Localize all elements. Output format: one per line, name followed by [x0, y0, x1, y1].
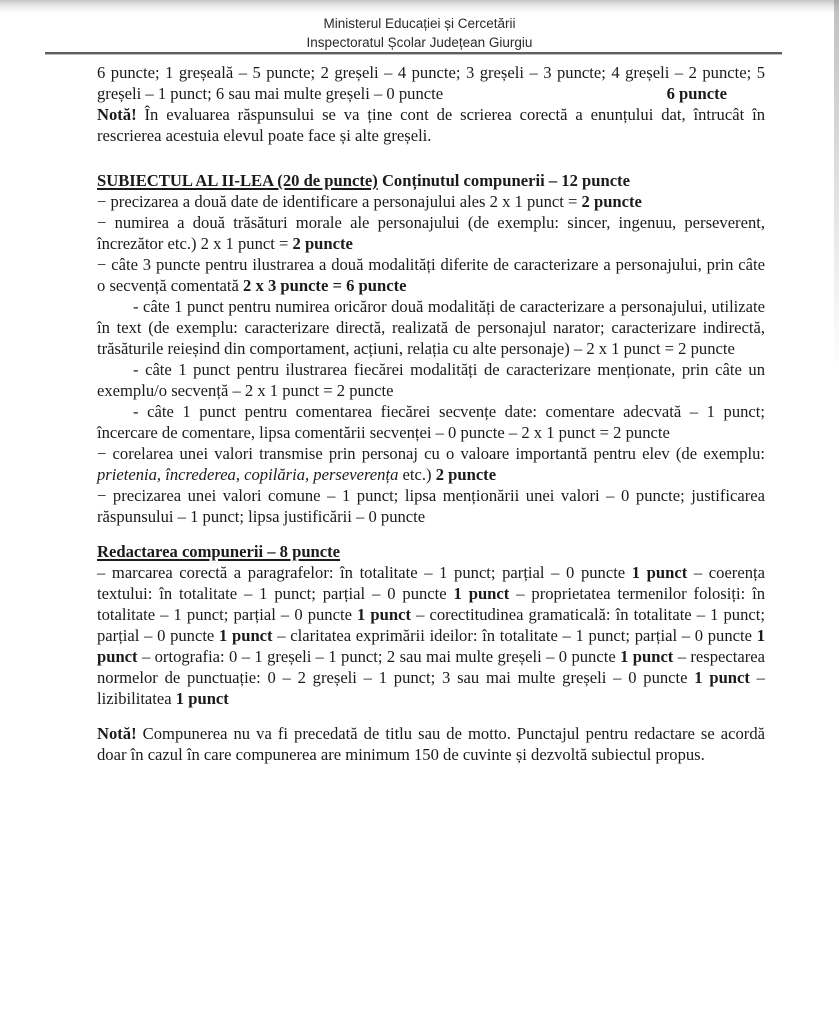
text-run: 2 puncte — [581, 192, 642, 211]
redaction-criteria-paragraph — [97, 562, 765, 709]
text-run: 1 punct — [453, 584, 510, 603]
text-run: 1 punct — [219, 626, 273, 645]
text-run: 1 punct — [175, 689, 229, 708]
ministry-letterhead — [0, 15, 839, 52]
text-run: − corelarea unei valori transmise prin personaj cu o valoare importantă pentru elev (de exemplu: — [97, 444, 765, 463]
text-run: Notă! — [97, 105, 137, 124]
text-run: – marcarea corectă a paragrafelor: în totalitate – 1 punct; parțial – 0 puncte — [97, 563, 632, 582]
text-run: – lizibilitatea — [97, 668, 765, 708]
viewer-top-shadow — [0, 0, 839, 13]
text-run: 1 punct — [694, 668, 750, 687]
text-run: 1 punct — [620, 647, 674, 666]
text-run: – corectitudinea gramaticală: în totalitate – 1 punct; parțial – 0 puncte — [97, 605, 765, 645]
text-run: - câte 1 punct pentru comentarea fiecărei secvențe date: comentare adecvată – 1 punct; încercare de comentare, lipsa comentării secvenței – 0 puncte – 2 x 1 punct = 2 puncte — [97, 402, 765, 442]
text-run: − precizarea a două date de identificare a personajului ales 2 x 1 punct = — [97, 192, 582, 211]
text-run: 1 punct — [97, 626, 765, 666]
text-run: 6 puncte — [666, 84, 727, 103]
criterion-moral-traits — [97, 212, 765, 254]
text-run: În evaluarea răspunsului se va ține cont de scrierea corectă a enunțului dat, întrucât în rescrierea acestuia elevul poate face și alte greșeli. — [97, 105, 765, 145]
carryover-scoring-paragraph — [97, 62, 765, 104]
text-run: - câte 1 punct pentru ilustrarea fiecărei modalități de caracterizare menționate, prin câte un exemplu/o secvență – 2 x 1 punct = 2 puncte — [97, 360, 765, 400]
text-run: – respectarea normelor de punctuație: 0 – 2 greșeli – 1 punct; 3 sau mai multe greșeli – 0 puncte — [97, 647, 766, 687]
text-run: prietenia, încrederea, copilăria, perseverența — [97, 465, 399, 484]
text-run: – proprietatea termenilor folosiți: în totalitate – 1 punct; parțial – 0 puncte — [97, 584, 765, 624]
text-run: − câte 3 puncte pentru ilustrarea a două modalități diferite de caracterizare a personajului, prin câte o secvență comentată — [97, 255, 765, 295]
text-run: Compunerea nu va fi precedată de titlu sau de motto. Punctajul pentru redactare se acordă doar în cazul în care compunerea are minimum 150 de cuvinte și dezvoltă subiectul propus. — [97, 724, 765, 764]
note-redaction-paragraph — [97, 723, 765, 765]
document-body — [97, 62, 765, 765]
criterion-characterization-modes — [97, 254, 765, 296]
text-run: 1 punct — [631, 563, 688, 582]
text-run: 2 puncte — [292, 234, 353, 253]
text-run: - câte 1 punct pentru numirea oricăror două modalități de caracterizare a personajului, utilizate în text (de exemplu: caracterizare directă, realizată de personajul narator; caracterizare indirectă, trăsăturile reieșind din comportament, acțiuni, relația cu alte personaje) – 2 x 1 punct = 2 puncte — [97, 297, 765, 358]
text-run: − numirea a două trăsături morale ale personajului (de exemplu: sincer, ingenuu, perseverent, încrezător etc.) 2 x 1 punct = — [97, 213, 765, 253]
subcriterion-naming-modes — [97, 296, 765, 359]
letterhead-line-1: Ministerul Educației și Cercetării — [323, 16, 516, 31]
text-run: SUBIECTUL AL II-LEA (20 de puncte) — [97, 171, 378, 190]
subject-2-heading — [97, 170, 765, 191]
text-run: − precizarea unei valori comune – 1 punct; lipsa menționării unei valori – 0 puncte; justificarea răspunsului – 1 punct; lipsa justificării – 0 puncte — [97, 486, 765, 526]
text-run: 1 punct — [357, 605, 411, 624]
text-run: – coerența textului: în totalitate – 1 punct; parțial – 0 puncte — [97, 563, 765, 603]
text-run: etc.) — [398, 465, 436, 484]
redaction-heading — [97, 541, 765, 562]
text-run: Conținutul compunerii – 12 puncte — [381, 171, 630, 190]
criterion-common-value — [97, 485, 765, 527]
text-run: – ortografia: 0 – 1 greșeli – 1 punct; 2 sau mai multe greșeli – 0 puncte — [137, 647, 621, 666]
subcriterion-illustrating-modes — [97, 359, 765, 401]
text-run: 2 x 3 puncte = 6 puncte — [243, 276, 407, 295]
letterhead-line-2: Inspectoratul Școlar Județean Giurgiu — [306, 34, 533, 50]
text-run: Notă! — [97, 724, 137, 743]
note-rewriting-paragraph — [97, 104, 765, 146]
text-run: 2 puncte — [435, 465, 497, 484]
criterion-value-correlation — [97, 443, 765, 485]
letterhead-rule — [45, 52, 782, 55]
text-run: Redactarea compunerii – 8 puncte — [97, 542, 341, 561]
text-run: – claritatea exprimării ideilor: în totalitate – 1 punct; parțial – 0 puncte — [272, 626, 757, 645]
page-edge-shadow — [834, 0, 839, 370]
criterion-identification — [97, 191, 765, 212]
text-run: 6 puncte; 1 greșeală – 5 puncte; 2 greșeli – 4 puncte; 3 greșeli – 3 puncte; 4 greșeli – 2 puncte; 5 greșeli – 1 punct; 6 sau mai multe greșeli – 0 puncte — [97, 63, 765, 103]
subcriterion-commenting-sequences — [97, 401, 765, 443]
